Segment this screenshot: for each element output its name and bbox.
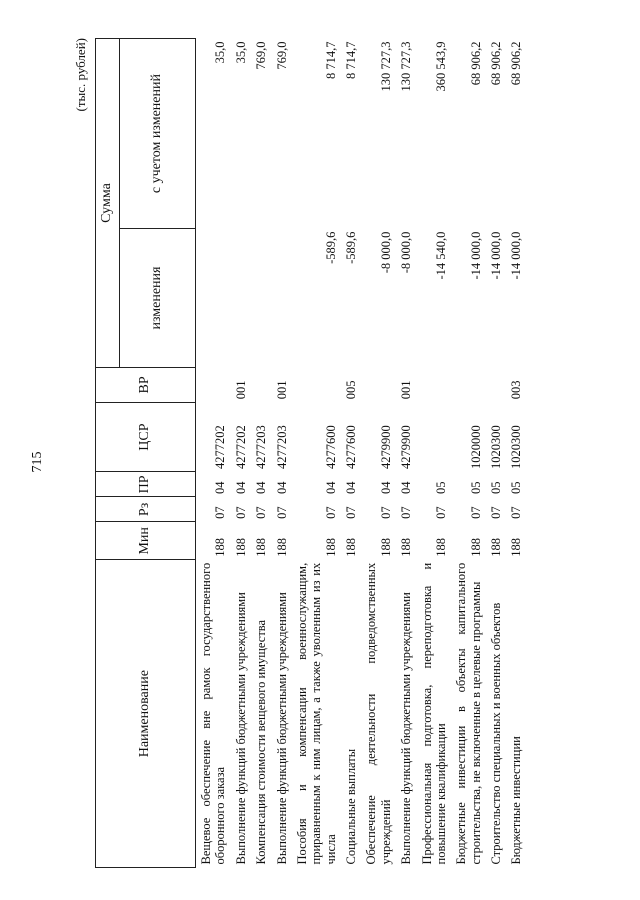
header-name: Наименование — [96, 560, 196, 868]
cell-csr: 4277202 — [213, 425, 228, 469]
cell-csr: 4277600 — [344, 425, 358, 469]
cell-name: Социальные выплаты — [344, 748, 358, 865]
header-total: с учетом изменений — [120, 39, 196, 229]
cell-csr: 1020000 — [468, 425, 483, 469]
cell-min: 188 — [254, 538, 269, 557]
cell-vr — [451, 367, 486, 402]
cell-min: 188 — [509, 538, 524, 557]
cell-pr: 05 — [509, 481, 524, 494]
cell-csr: 4279900 — [378, 425, 393, 469]
cell-name: Выполнение функций бюджетными учреждениями — [233, 592, 248, 865]
cell-vr: 005 — [344, 380, 358, 400]
cell-rz: 07 — [468, 506, 483, 519]
cell-vr: 001 — [399, 380, 414, 400]
cell-pr: 04 — [344, 481, 358, 494]
units-label: (тыс. рублей) — [73, 38, 88, 112]
header-pr: ПР — [96, 472, 196, 497]
table-body — [196, 39, 527, 868]
cell-pr: 04 — [233, 481, 248, 494]
table-row — [196, 39, 231, 868]
cell-min: 188 — [344, 538, 358, 557]
cell-min: 188 — [213, 538, 228, 557]
cell-name: Выполнение функций бюджетными учреждениями — [274, 592, 289, 865]
cell-total: 130 727,3 — [378, 41, 393, 92]
cell-change — [196, 229, 231, 368]
cell-vr: 001 — [274, 380, 289, 400]
cell-vr — [292, 367, 341, 402]
cell-rz: 07 — [489, 506, 503, 519]
cell-vr — [361, 367, 396, 402]
cell-change — [231, 229, 251, 368]
cell-min: 188 — [378, 538, 393, 557]
cell-rz: 07 — [378, 506, 393, 519]
cell-pr: 05 — [468, 481, 483, 494]
cell-pr: 05 — [433, 481, 448, 494]
cell-name: Бюджетные инвестиции в объекты капитального строительства, не включенные в целевые программы — [454, 562, 483, 865]
cell-vr: 003 — [509, 380, 524, 400]
cell-change: -589,6 — [323, 231, 338, 264]
cell-change: -14 000,0 — [489, 231, 503, 280]
header-change: изменения — [120, 229, 196, 368]
cell-total: 769,0 — [274, 41, 289, 70]
header-vr: ВР — [96, 367, 196, 402]
cell-rz: 07 — [254, 506, 269, 519]
cell-change: -14 540,0 — [433, 231, 448, 280]
cell-pr: 04 — [213, 481, 228, 494]
table-row — [417, 39, 452, 868]
cell-pr: 04 — [399, 481, 414, 494]
cell-csr: 4277600 — [323, 425, 338, 469]
cell-total: 68 906,2 — [509, 41, 524, 86]
cell-rz: 07 — [509, 506, 524, 519]
page-number: 715 — [30, 451, 45, 473]
cell-total: 360 543,9 — [433, 41, 448, 92]
cell-total: 35,0 — [213, 41, 228, 64]
cell-min: 188 — [233, 538, 248, 557]
cell-pr: 05 — [489, 481, 503, 494]
cell-name: Бюджетные инвестиции — [509, 736, 524, 865]
cell-name: Профессиональная подготовка, переподготовка и повышение квалификации — [419, 562, 448, 865]
cell-csr — [417, 402, 452, 472]
cell-vr — [196, 367, 231, 402]
cell-vr — [417, 367, 452, 402]
cell-pr: 04 — [378, 481, 393, 494]
cell-name: Пособия и компенсации военнослужащим, приравненным к ним лицам, а также уволенным из их числа — [294, 562, 338, 865]
header-min: Мин — [96, 522, 196, 560]
table-row — [251, 39, 271, 868]
cell-rz: 07 — [399, 506, 414, 519]
cell-vr — [251, 367, 271, 402]
cell-name: Обеспечение деятельности подведомственных учреждений — [364, 562, 393, 865]
rotated-table-area — [73, 38, 575, 868]
cell-name: Компенсация стоимости вещевого имущества — [254, 619, 269, 865]
cell-change — [272, 229, 292, 368]
cell-change: -14 000,0 — [509, 231, 524, 280]
cell-rz: 07 — [213, 506, 228, 519]
cell-vr: 001 — [233, 380, 248, 400]
cell-pr: 04 — [254, 481, 269, 494]
cell-change: -8 000,0 — [378, 231, 393, 274]
cell-rz: 07 — [323, 506, 338, 519]
cell-rz: 07 — [433, 506, 448, 519]
cell-min: 188 — [433, 538, 448, 557]
cell-pr: 04 — [274, 481, 289, 494]
cell-vr — [486, 367, 506, 402]
cell-change: -589,6 — [344, 231, 358, 264]
cell-total: 769,0 — [254, 41, 269, 70]
header-csr: ЦСР — [96, 402, 196, 472]
cell-pr: 04 — [323, 481, 338, 494]
cell-csr: 4277203 — [254, 425, 269, 469]
header-rz: Рз — [96, 497, 196, 522]
cell-csr: 4279900 — [399, 425, 414, 469]
cell-name: Строительство специальных и военных объектов — [489, 602, 503, 865]
table-row — [272, 39, 292, 868]
cell-min: 188 — [323, 538, 338, 557]
cell-rz: 07 — [344, 506, 358, 519]
cell-total: 8 714,7 — [323, 41, 338, 79]
cell-csr: 1020300 — [489, 425, 503, 469]
cell-name: Выполнение функций бюджетными учреждениями — [399, 592, 414, 865]
cell-min: 188 — [274, 538, 289, 557]
cell-total: 35,0 — [233, 41, 248, 64]
header-sum: Сумма — [96, 39, 120, 368]
table-row — [486, 39, 506, 868]
cell-min: 188 — [399, 538, 414, 557]
cell-min: 188 — [489, 538, 503, 557]
cell-csr: 4277203 — [274, 425, 289, 469]
table-row — [506, 39, 526, 868]
table-row — [341, 39, 361, 868]
cell-csr: 1020300 — [509, 425, 524, 469]
cell-total: 68 906,2 — [489, 41, 503, 86]
budget-table — [95, 38, 527, 868]
table-row — [361, 39, 396, 868]
table-row — [292, 39, 341, 868]
table-row — [396, 39, 416, 868]
cell-total: 130 727,3 — [399, 41, 414, 92]
table-row — [451, 39, 486, 868]
cell-csr: 4277202 — [233, 425, 248, 469]
cell-rz: 07 — [233, 506, 248, 519]
cell-change: -8 000,0 — [399, 231, 414, 274]
cell-rz: 07 — [274, 506, 289, 519]
cell-total: 8 714,7 — [344, 41, 358, 79]
cell-change — [251, 229, 271, 368]
table-row — [231, 39, 251, 868]
cell-change: -14 000,0 — [468, 231, 483, 280]
cell-min: 188 — [468, 538, 483, 557]
cell-total: 68 906,2 — [468, 41, 483, 86]
cell-name: Вещевое обеспечение вне рамок государственного оборонного заказа — [199, 562, 228, 865]
